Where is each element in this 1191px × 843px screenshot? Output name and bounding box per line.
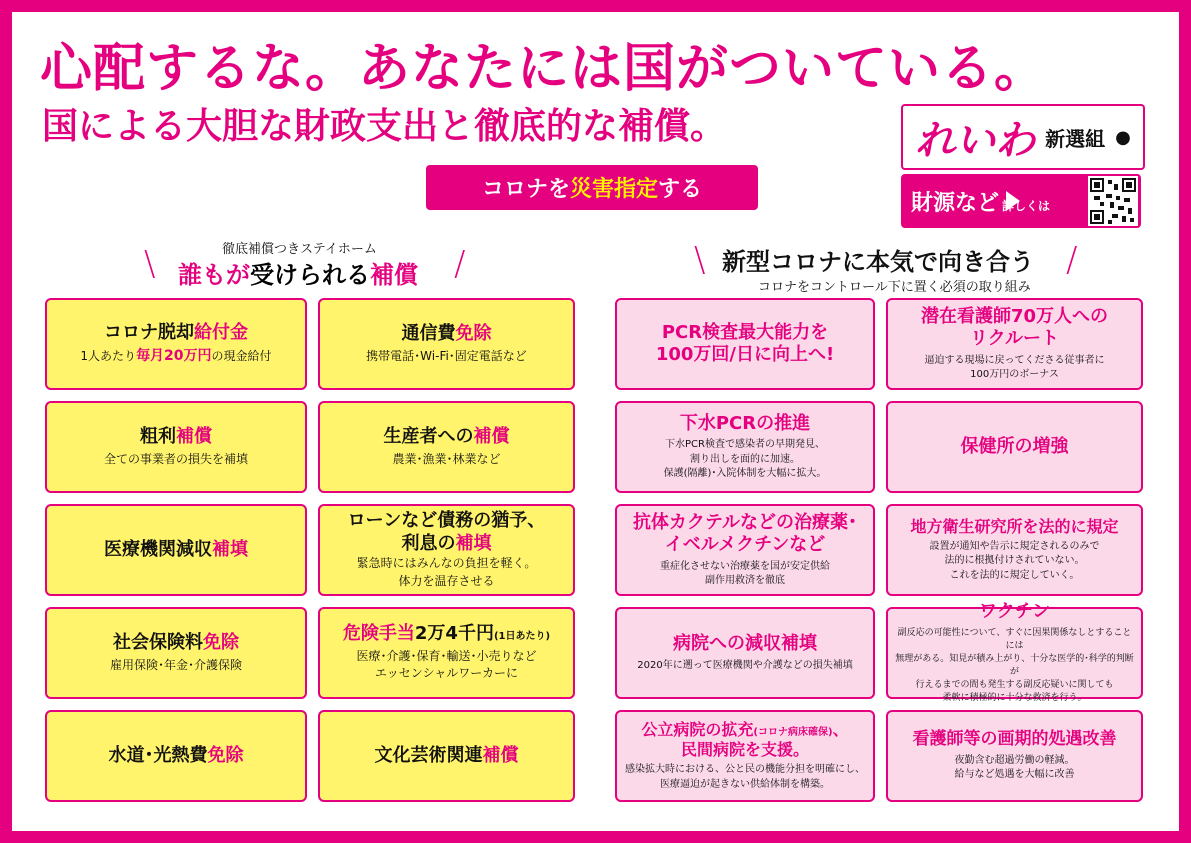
card-text: 夜勤含む超過労働の軽減。 給与など処遇を大幅に改善 bbox=[954, 754, 1075, 781]
arrow-right-icon bbox=[1006, 191, 1020, 211]
card-text: 1人あたり毎月20万円の現金給付 bbox=[80, 348, 272, 365]
headline: 心配するな。あなたには国がついている。 bbox=[40, 39, 1048, 99]
card-title-1: 潜在看護師70万人への bbox=[920, 305, 1109, 327]
right-section-title: 新型コロナに本気で向き合う bbox=[722, 248, 1034, 276]
card-public-hospitals bbox=[615, 710, 875, 802]
card-text: 雇用保険･年金･介護保険 bbox=[109, 657, 242, 672]
funding-label-small: 詳しくは bbox=[1002, 198, 1051, 213]
card-text: 重症化させない治療薬を国が安定供給 副作用救済を徹底 bbox=[660, 560, 830, 586]
card-text: 逼迫する現場に戻ってくださる従事者に 100万円のボーナス bbox=[924, 354, 1105, 380]
right-section-subtitle: コロナをコントロール下に置く必須の取り組み bbox=[758, 280, 1031, 295]
deco-slash-left-2: / bbox=[454, 244, 466, 284]
card-covid-benefit bbox=[45, 298, 307, 390]
card-title-1: ローンなど債務の猶予、 bbox=[347, 510, 546, 532]
card-hospital-income bbox=[615, 607, 875, 699]
card-loan-deferral bbox=[318, 504, 575, 596]
card-antibody-cocktail bbox=[615, 504, 875, 596]
funding-label bbox=[911, 174, 1050, 228]
left-section-title bbox=[178, 255, 418, 290]
card-text: 副反応の可能性について、すぐに因果関係なしとすることには 無理がある。知見が積み上がり、十分な医学的･科学的判断が 行えるまでの間も発生する副反応疑いに関しても 柔軟に積極的に十分な救済を行う。 bbox=[895, 627, 1134, 703]
disaster-designation-banner bbox=[426, 165, 758, 210]
card-title: 生産者への補償 bbox=[383, 426, 510, 448]
card-title: 医療機関減収補填 bbox=[104, 538, 248, 560]
qr-code[interactable] bbox=[1088, 176, 1138, 226]
card-nurse-recruit bbox=[886, 298, 1143, 390]
subheadline: 国による大胆な財政支出と徹底的な補償。 bbox=[42, 106, 727, 147]
pill-text-highlight: 災害指定 bbox=[569, 177, 658, 202]
card-title: 地方衛生研究所を法的に規定 bbox=[910, 516, 1119, 536]
card-title: 下水PCRの推進 bbox=[679, 412, 811, 434]
card-title-2: 100万回/日に向上へ! bbox=[655, 344, 835, 365]
card-text: 緊急時にはみんなの負担を軽く。 体力を温存させる bbox=[356, 556, 537, 588]
card-social-insurance bbox=[45, 607, 307, 699]
card-title: 病院への減収補填 bbox=[673, 633, 817, 654]
logo-sub: 新選組 bbox=[1045, 126, 1106, 151]
card-text: 感染拡大時における、公と民の機能分担を明確にし、 医療逼迫が起きない供給体制を構築。 bbox=[625, 764, 865, 790]
left-section-subtitle: 徹底補償つきステイホーム bbox=[222, 242, 377, 257]
card-title: 危険手当2万4千円(1日あたり) bbox=[342, 623, 551, 645]
card-nurse-treatment bbox=[886, 710, 1143, 802]
card-title-2: 利息の補填 bbox=[401, 532, 492, 554]
logo-main: れいわ bbox=[915, 116, 1036, 164]
card-pcr-capacity bbox=[615, 298, 875, 390]
pill-text-1: コロナを bbox=[481, 177, 570, 202]
card-title-2: リクルート bbox=[969, 328, 1060, 349]
card-title-2: 民間病院を支援。 bbox=[680, 740, 809, 759]
deco-slash-right-1: \ bbox=[694, 240, 706, 280]
pill-text-3: する bbox=[658, 177, 703, 202]
card-text: 2020年に遡って医療機関や介護などの損失補填 bbox=[637, 659, 853, 671]
card-title: 粗利補償 bbox=[140, 426, 212, 448]
card-sewage-pcr bbox=[615, 401, 875, 493]
deco-slash-left-1: \ bbox=[144, 244, 156, 284]
card-title: 看護師等の画期的処遇改善 bbox=[912, 729, 1117, 750]
card-title-2: イベルメクチンなど bbox=[664, 534, 826, 555]
deco-slash-right-2: / bbox=[1066, 240, 1078, 280]
card-medical-income bbox=[45, 504, 307, 596]
left-title-c: 補償 bbox=[370, 261, 418, 289]
card-title-1: 抗体カクテルなどの治療薬･ bbox=[632, 511, 858, 533]
paw-icon: ● bbox=[1115, 126, 1131, 148]
card-text: 医療･介護･保育･輸送･小売りなど エッセンシャルワーカーに bbox=[356, 648, 537, 681]
card-title: 水道･光熱費免除 bbox=[108, 744, 244, 766]
card-hazard-pay bbox=[318, 607, 575, 699]
card-text: 設置が通知や告示に規定されるのみで 法的に根拠付けされていない。 これを法的に規定していく。 bbox=[929, 540, 1100, 581]
card-title: コロナ脱却給付金 bbox=[104, 321, 248, 343]
card-utilities bbox=[45, 710, 307, 802]
card-vaccine bbox=[886, 601, 1143, 703]
card-text: 農業･漁業･林業など bbox=[392, 451, 501, 466]
left-title-b: 受けられる bbox=[250, 261, 370, 289]
card-gross-profit bbox=[45, 401, 307, 493]
card-text: 携帯電話･Wi-Fi･固定電話など bbox=[366, 348, 527, 363]
card-text: 下水PCR検査で感染者の早期発見、 割り出しを面的に加速。 保護(隔離)･入院体制を大幅に拡大。 bbox=[663, 439, 827, 479]
card-text: 全ての事業者の損失を補填 bbox=[103, 451, 248, 466]
left-title-a: 誰もが bbox=[178, 261, 250, 289]
card-title: 文化芸術関連補償 bbox=[374, 744, 519, 766]
card-title: 社会保険料免除 bbox=[113, 632, 239, 654]
card-regional-institutes bbox=[886, 504, 1143, 596]
card-title: ワクチン bbox=[978, 601, 1051, 623]
card-health-centers bbox=[886, 401, 1143, 493]
card-telecom-exemption bbox=[318, 298, 575, 390]
card-title-1: PCR検査最大能力を bbox=[661, 321, 829, 343]
card-title: 通信費免除 bbox=[401, 323, 492, 345]
card-title-1: 公立病院の拡充(コロナ病床確保)、 bbox=[641, 720, 849, 739]
card-producer-compensation bbox=[318, 401, 575, 493]
reiwa-logo bbox=[901, 104, 1145, 170]
card-culture-arts bbox=[318, 710, 575, 802]
funding-label-text: 財源など bbox=[911, 190, 1000, 216]
card-title: 保健所の増強 bbox=[960, 435, 1069, 457]
